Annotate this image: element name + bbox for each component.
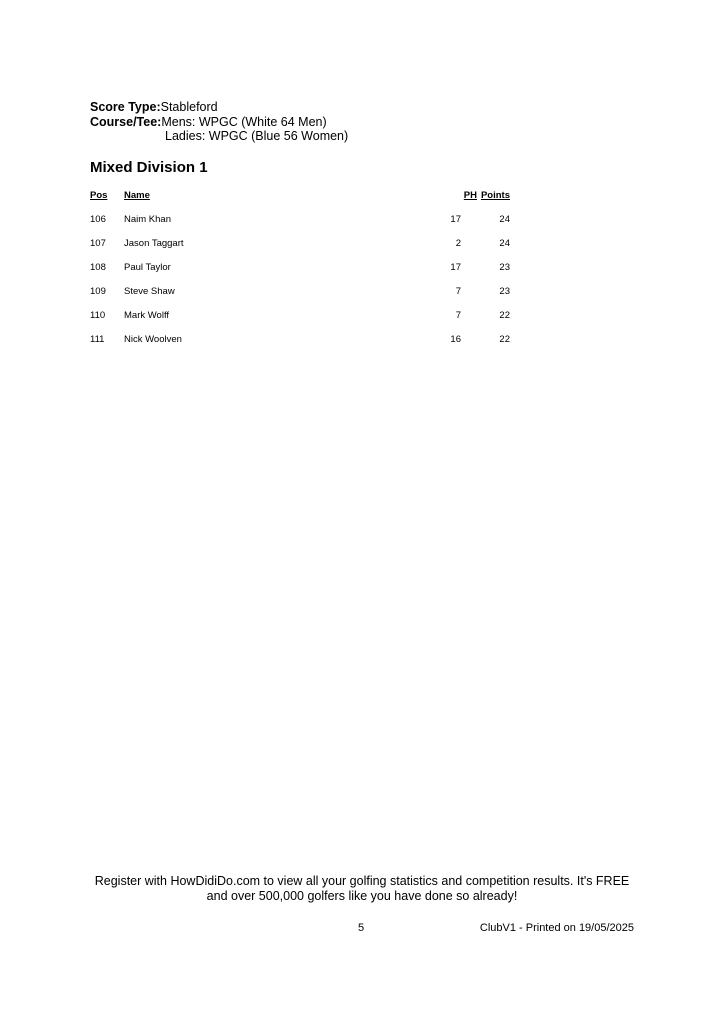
row-pos: 107 [90, 238, 106, 249]
table-row [90, 262, 510, 286]
course-tee-ladies: Ladies: WPGC (Blue 56 Women) [165, 129, 349, 143]
row-name: Mark Wolff [124, 310, 170, 321]
row-pos: 108 [90, 262, 106, 273]
competition-meta [90, 100, 348, 144]
printed-info: ClubV1 - Printed on 19/05/2025 [479, 922, 634, 934]
table-row [90, 310, 510, 334]
table-row [90, 334, 510, 358]
table-row [90, 286, 510, 310]
row-pos: 111 [90, 334, 105, 345]
row-ph: 2 [455, 238, 461, 249]
results-header [90, 190, 510, 204]
header-pos: Pos [90, 190, 108, 201]
score-type-row [90, 100, 348, 115]
row-points: 23 [499, 286, 510, 297]
row-name: Jason Taggart [124, 238, 184, 249]
course-tee-mens: Mens: WPGC (White 64 Men) [161, 114, 327, 129]
course-tee-label: Course/Tee: [90, 114, 162, 129]
table-row [90, 238, 510, 262]
row-points: 22 [499, 334, 510, 345]
score-type-value: Stableford [160, 100, 218, 114]
row-ph: 16 [450, 334, 461, 345]
header-points: Points [480, 190, 510, 201]
header-ph: PH [463, 190, 477, 201]
row-points: 22 [499, 310, 510, 321]
header-name: Name [124, 190, 150, 201]
row-ph: 17 [450, 262, 461, 273]
promo-text [0, 874, 724, 904]
table-row [90, 214, 510, 238]
row-name: Paul Taylor [124, 262, 171, 273]
row-points: 24 [499, 214, 510, 225]
course-tee-row [90, 115, 348, 130]
page-number: 5 [358, 922, 365, 934]
row-name: Nick Woolven [124, 334, 182, 345]
row-ph: 7 [455, 286, 461, 297]
row-name: Steve Shaw [124, 286, 175, 297]
row-name: Naim Khan [124, 214, 171, 225]
score-type-label: Score Type: [90, 100, 161, 114]
course-tee-ladies-row [90, 129, 348, 144]
row-ph: 17 [450, 214, 461, 225]
promo-line-1: Register with HowDidiDo.com to view all your golfing statistics and competition results. It's FREE [94, 874, 630, 888]
row-ph: 7 [455, 310, 461, 321]
row-points: 24 [499, 238, 510, 249]
division-title: Mixed Division 1 [90, 159, 208, 176]
promo-line-2: and over 500,000 golfers like you have done so already! [206, 889, 518, 903]
row-pos: 110 [90, 310, 106, 321]
results-table [90, 190, 510, 358]
row-pos: 106 [90, 214, 106, 225]
row-pos: 109 [90, 286, 106, 297]
row-points: 23 [499, 262, 510, 273]
